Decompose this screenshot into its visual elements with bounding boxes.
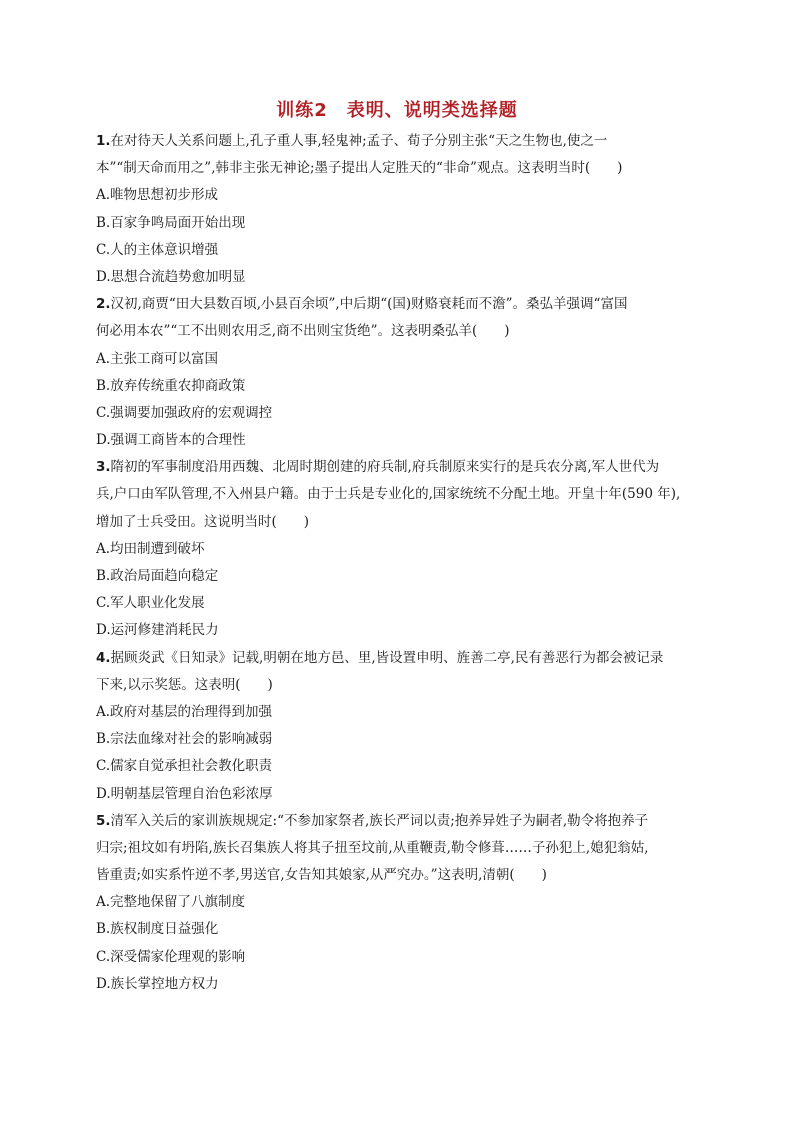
option-d: D.强调工商皆本的合理性 [96, 432, 246, 449]
option-a: A.完整地保留了八旗制度 [96, 894, 246, 911]
question-3 [96, 454, 696, 644]
question-stem-line: 4.据顾炎武《日知录》记载,明朝在地方邑、里,皆设置申明、旌善二亭,民有善恶行为都会被记录 [96, 649, 664, 666]
question-number: 1. [96, 133, 111, 149]
option-a: A.政府对基层的治理得到加强 [96, 703, 273, 720]
question-number: 2. [96, 296, 111, 313]
question-stem-line: 1.在对待天人关系问题上,孔子重人事,轻鬼神;孟子、荀子分别主张“天之生物也,使之一 [96, 133, 608, 149]
option-b: B.放弃传统重农抑商政策 [96, 377, 246, 394]
option-b: B.政治局面趋向稳定 [96, 568, 219, 584]
option-c: C.深受儒家伦理观的影响 [96, 948, 246, 965]
question-stem-line: 3.隋初的军事制度沿用西魏、北周时期创建的府兵制,府兵制原来实行的是兵农分离,军人世代为 [96, 459, 660, 476]
question-list [96, 128, 696, 998]
option-d: D.思想合流趋势愈加明显 [96, 268, 246, 285]
option-b: B.族权制度日益强化 [96, 921, 219, 938]
question-stem-line: 皆重责;如实系忤逆不孝,男送官,女告知其娘家,从严究办。”这表明,清朝( ) [96, 867, 547, 884]
question-5 [96, 808, 696, 998]
option-a: A.均田制遭到破坏 [96, 540, 205, 557]
question-number: 3. [96, 459, 111, 476]
question-2 [96, 291, 696, 454]
option-b: B.宗法血缘对社会的影响减弱 [96, 731, 273, 748]
question-stem-line: 2.汉初,商贾“田大县数百顷,小县百余顷”,中后期“(国)财赂衰耗而不澹”。桑弘羊强调“富国 [96, 296, 628, 313]
question-stem-line: 何必用本农”“工不出则农用乏,商不出则宝货绝”。这表明桑弘羊( ) [96, 323, 510, 340]
page-title: 训练2 表明、说明类选择题 [276, 100, 518, 121]
option-a: A.主张工商可以富国 [96, 350, 219, 367]
question-stem-line: 兵,户口由军队管理,不入州县户籍。由于士兵是专业化的,国家统统不分配土地。开皇十年(590 年), [96, 486, 681, 503]
question-stem-line: 增加了士兵受田。这说明当时( ) [96, 513, 310, 530]
option-c: C.儒家自觉承担社会教化职责 [96, 758, 273, 775]
option-c: C.人的主体意识增强 [96, 241, 219, 258]
question-4 [96, 645, 696, 808]
question-stem-line: 本”“制天命而用之”,韩非主张无神论;墨子提出人定胜天的“非命”观点。这表明当时( ) [96, 160, 623, 177]
option-a: A.唯物思想初步形成 [96, 187, 219, 204]
option-d: D.明朝基层管理自治色彩浓厚 [96, 785, 273, 802]
question-number: 4. [96, 649, 111, 666]
option-b: B.百家争鸣局面开始出现 [96, 214, 246, 231]
option-d: D.族长掌控地方权力 [96, 975, 219, 992]
question-stem-line: 5.清军入关后的家训族规规定:“不参加家祭者,族长严词以责;抱养异姓子为嗣者,勒令将抱养子 [96, 812, 649, 829]
question-stem-line: 下来,以示奖惩。这表明( ) [96, 676, 273, 693]
option-c: C.军人职业化发展 [96, 595, 205, 612]
question-number: 5. [96, 812, 111, 829]
question-1 [96, 128, 696, 291]
option-d: D.运河修建消耗民力 [96, 622, 219, 639]
option-c: C.强调要加强政府的宏观调控 [96, 404, 273, 421]
question-stem-line: 归宗;祖坟如有坍陷,族长召集族人将其子扭至坟前,从重鞭责,勒令修葺……子孙犯上,媳犯翁姑, [96, 839, 649, 856]
